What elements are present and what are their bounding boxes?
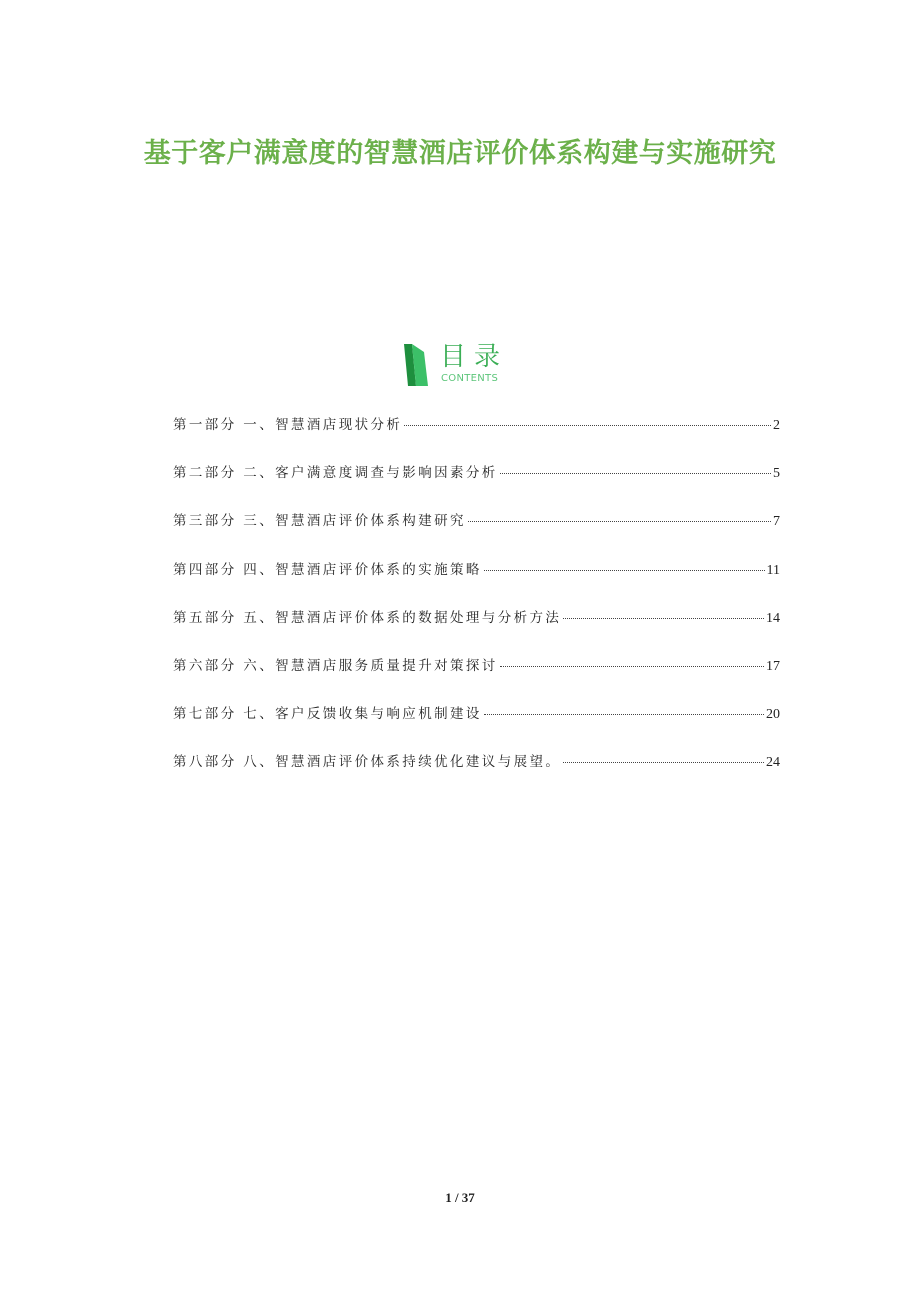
toc-entry-text: 第六部分 六、智慧酒店服务质量提升对策探讨: [173, 657, 498, 674]
toc-entry-4[interactable]: [173, 556, 780, 604]
book-stripe-icon: [404, 344, 430, 386]
toc-entry-text: 第五部分 五、智慧酒店评价体系的数据处理与分析方法: [173, 609, 562, 626]
toc-subheading: CONTENTS: [441, 373, 499, 384]
toc-leader-dots: [484, 569, 765, 571]
toc-page-number: 14: [766, 610, 780, 626]
toc-entry-text: 第一部分 一、智慧酒店现状分析: [173, 417, 403, 433]
toc-leader-dots: [563, 761, 764, 763]
toc-entry-6[interactable]: [173, 652, 780, 700]
document-title: 基于客户满意度的智慧酒店评价体系构建与实施研究: [143, 138, 777, 170]
toc-page-number: 2: [773, 418, 780, 433]
toc-leader-dots: [484, 713, 764, 715]
toc-leader-dots: [404, 424, 771, 426]
toc-entry-3[interactable]: [173, 507, 780, 555]
toc-entry-text: 第二部分 二、客户满意度调查与影响因素分析: [173, 465, 498, 482]
toc-leader-dots: [500, 665, 764, 667]
toc-page-number: 11: [766, 562, 780, 578]
toc-entry-text: 第七部分 七、客户反馈收集与响应机制建设: [173, 706, 482, 723]
page-indicator: 1 / 37: [445, 1190, 475, 1205]
toc-entry-1[interactable]: [173, 411, 780, 459]
toc-entry-text: 第八部分 八、智慧酒店评价体系持续优化建议与展望。: [173, 754, 562, 771]
toc-entry-7[interactable]: [173, 700, 780, 748]
table-of-contents: [173, 411, 780, 797]
toc-page-number: 24: [766, 755, 780, 771]
toc-entry-2[interactable]: [173, 459, 780, 507]
toc-leader-dots: [563, 617, 764, 619]
toc-header: [404, 342, 534, 388]
toc-heading: 目录: [440, 342, 509, 372]
toc-page-number: 20: [766, 707, 780, 723]
toc-leader-dots: [468, 520, 771, 522]
toc-entry-5[interactable]: [173, 604, 780, 652]
toc-leader-dots: [500, 472, 771, 474]
toc-page-number: 17: [766, 658, 780, 674]
toc-page-number: 7: [773, 514, 780, 530]
toc-entry-text: 第四部分 四、智慧酒店评价体系的实施策略: [173, 561, 482, 578]
toc-entry-8[interactable]: [173, 748, 780, 796]
toc-entry-text: 第三部分 三、智慧酒店评价体系构建研究: [173, 513, 466, 530]
toc-page-number: 5: [773, 466, 780, 482]
